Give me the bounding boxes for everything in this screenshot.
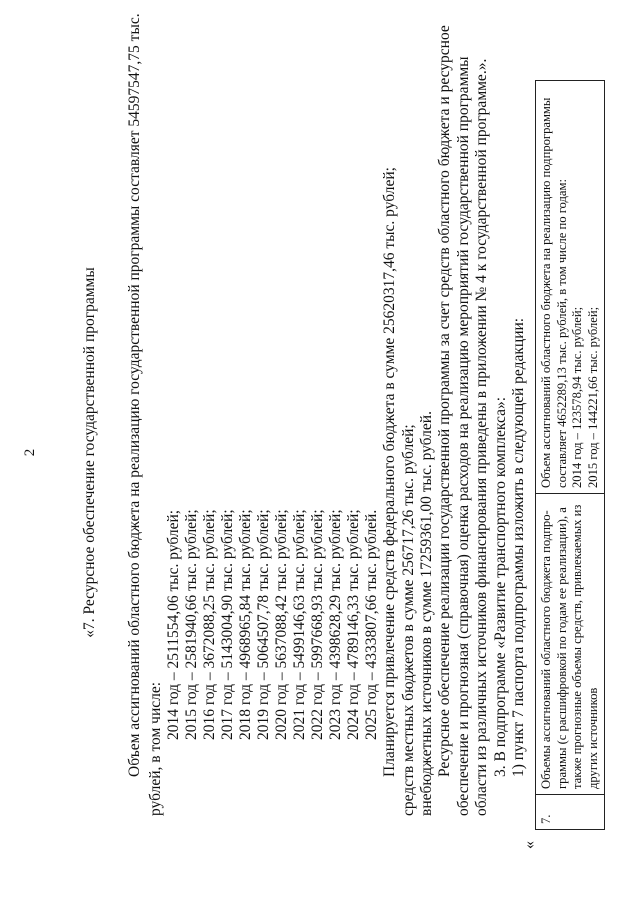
value-cell	[536, 81, 605, 494]
table-row	[536, 81, 605, 830]
body-paragraph-line: средств местных бюджетов в сумме 256717,26 тыс. рублей;	[400, 424, 417, 816]
body-paragraph-line: 3. В подпрограмме «Развитие транспортного комплекса»:	[492, 397, 509, 777]
value-line: 2014 год – 123578,94 тыс. рублей;	[570, 306, 584, 488]
value-line: составляет 4652289,13 тыс. рублей, в том числе по годам:	[554, 179, 569, 488]
passport-table	[535, 80, 605, 830]
label-line: других источников	[585, 687, 600, 789]
year-allocation-item: 2018 год – 4968965,84 тыс. рублей;	[237, 509, 254, 740]
year-allocation-item: 2023 год – 4398628,29 тыс. рублей;	[327, 509, 344, 740]
label-line: граммы (с расшифровкой по годам ее реализации), а	[554, 507, 569, 789]
year-allocation-item: 2020 год – 5637088,42 тыс. рублей;	[273, 509, 290, 740]
body-paragraph-line: Ресурсное обеспечение реализации государственной программы за счет средств областного бюджета и ресурсное	[436, 25, 453, 777]
body-paragraph-line: области из различных источников финансирования приведены в приложении № 4 к государственной программе.».	[473, 58, 490, 816]
year-allocation-item: 2021 год – 5499146,63 тыс. рублей;	[291, 509, 308, 740]
section-title: «7. Ресурсное обеспечение государственной программы	[81, 267, 98, 638]
year-allocation-item: 2022 год – 5997668,93 тыс. рублей;	[309, 509, 326, 740]
year-allocation-item: 2016 год – 3672088,25 тыс. рублей;	[201, 509, 218, 740]
year-allocation-item: 2014 год – 2511554,06 тыс. рублей;	[165, 509, 182, 740]
year-allocation-item: 2025 год – 4333807,66 тыс. рублей.	[363, 509, 380, 740]
year-allocation-item: 2015 год – 2581940,66 тыс. рублей;	[183, 509, 200, 740]
value-line: 2015 год – 144221,66 тыс. рублей;	[585, 306, 600, 488]
body-paragraph-line: обеспечение и прогнозная (справочная) оценка расходов на реализацию мероприятий государственной программы	[455, 56, 472, 816]
year-allocation-item: 2019 год – 5064507,78 тыс. рублей;	[255, 509, 272, 740]
year-allocation-item: 2017 год – 5143004,90 тыс. рублей;	[219, 509, 236, 740]
intro-line-1: Объем ассигнований областного бюджета на реализацию государственной программы составляет 54597547,75 тыс.	[126, 13, 143, 777]
body-paragraph-line: внебюджетных источников в сумме 17259361,00 тыс. рублей.	[418, 411, 435, 816]
value-line: Объем ассигнований областного бюджета на реализацию подпрограммы	[539, 97, 553, 488]
page-number: 2	[22, 448, 38, 457]
year-allocation-item: 2024 год – 4789146,33 тыс. рублей;	[345, 509, 362, 740]
intro-line-2: рублей, в том числе:	[147, 681, 164, 816]
label-cell	[536, 494, 605, 795]
body-paragraph-line: Планируется привлечение средств федерального бюджета в сумме 25620317,46 тыс. рублей;	[381, 167, 398, 777]
opening-quote: «	[521, 841, 538, 849]
label-line: Объемы ассигнований областного бюджета подпро-	[539, 510, 553, 789]
row-number-cell: 7.	[536, 795, 605, 830]
label-line: также прогнозные объемы средств, привлекаемых из	[570, 504, 584, 789]
body-paragraph-line: 1) пункт 7 паспорта подпрограммы изложить в следующей редакции:	[510, 317, 527, 777]
